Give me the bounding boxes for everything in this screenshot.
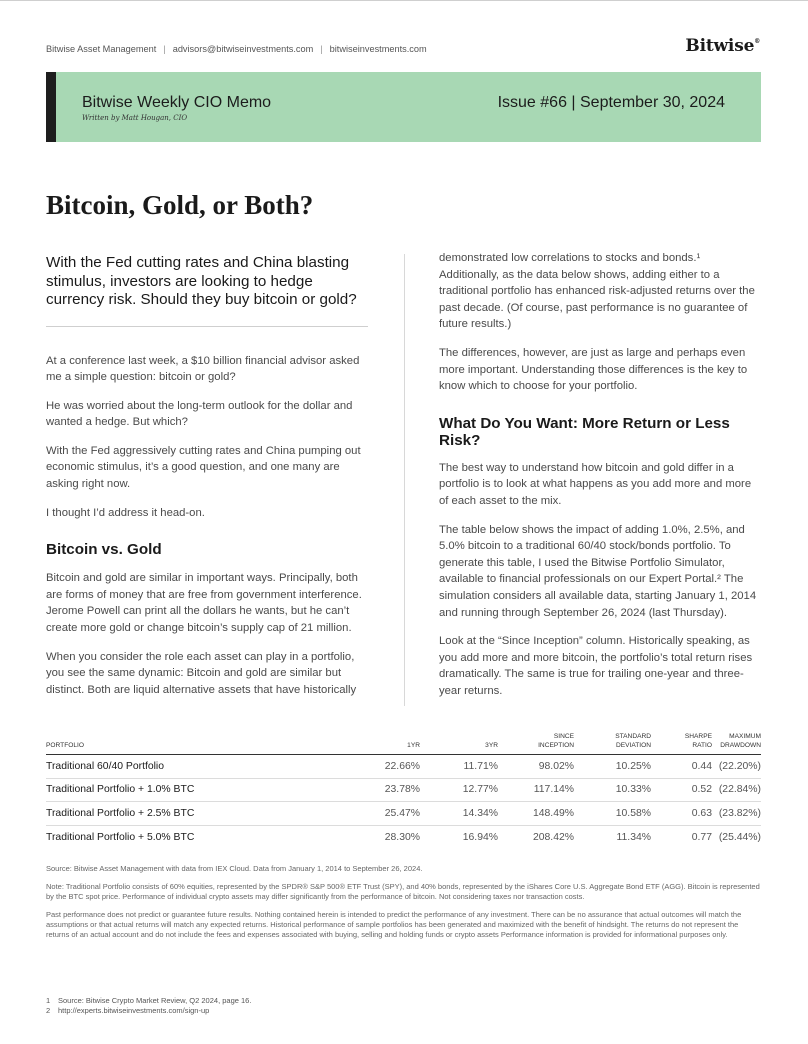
footnote — [46, 1006, 446, 1016]
col-header-3yr: 3YR — [420, 732, 498, 755]
footnote-number: 2 — [46, 1006, 51, 1015]
cell-sharpe-ratio: 0.63 — [651, 802, 712, 826]
banner-issue: Issue #66 | September 30, 2024 — [497, 94, 725, 111]
cell-3yr: 11.71% — [420, 755, 498, 779]
cell-sharpe-ratio: 0.44 — [651, 755, 712, 779]
col-header-standard-deviation: STANDARD DEVIATION — [574, 732, 651, 755]
cell-3yr: 14.34% — [420, 802, 498, 826]
header-site-link[interactable]: bitwiseinvestments.com — [329, 44, 427, 54]
cell-1yr: 22.66% — [256, 755, 420, 779]
cell-portfolio: Traditional Portfolio + 5.0% BTC — [46, 831, 195, 843]
cell-standard-deviation: 11.34% — [616, 831, 651, 843]
table-notes — [46, 864, 761, 948]
col-header-since-inception: SINCE INCEPTION — [498, 732, 574, 755]
cell-standard-deviation: 10.58% — [574, 802, 651, 826]
paragraph: Bitcoin and gold are similar in important ways. Principally, both are forms of money that are free from government interference. Jerome Powell can print all the dollars he wants, but he can’t create more gold or change bitcoin’s supply cap of 21 million. — [46, 572, 362, 635]
portfolio-note: Note: Traditional Portfolio consists of 60% equities, represented by the SPDR® S&P 500® ETF Trust (SPY), and 40% bonds, represented by the iShares Core U.S. Aggregate Bond ETF (AGG). Bitcoin is represented by the BTC spot price. Performance of individual crypto assets may differ significantly from the performance of bitcoin. Not considering taxes nor transaction costs. — [46, 882, 760, 901]
cell-max-drawdown: (22.20%) — [712, 755, 761, 779]
cell-since-inception: 98.02% — [498, 755, 574, 779]
cell-standard-deviation: 10.25% — [574, 755, 651, 779]
cell-1yr: 25.47% — [256, 802, 420, 826]
column-divider — [404, 254, 405, 706]
header-email-link[interactable]: advisors@bitwiseinvestments.com — [172, 44, 314, 54]
left-column — [46, 254, 368, 710]
col-header-1yr: 1YR — [256, 732, 420, 755]
footnote-text: Source: Bitwise Crypto Market Review, Q2 2024, page 16. — [58, 996, 252, 1005]
bitwise-logo — [685, 36, 760, 56]
footnote — [46, 996, 446, 1006]
banner-author: Written by Matt Hougan, CIO — [82, 114, 188, 122]
registered-mark-icon: ® — [754, 38, 760, 45]
table-row — [46, 755, 761, 779]
section-heading: What Do You Want: More Return or Less Risk? — [439, 414, 730, 449]
cell-portfolio: Traditional Portfolio + 1.0% BTC — [46, 778, 256, 802]
cell-max-drawdown: (25.44%) — [718, 831, 761, 843]
cell-1yr: 28.30% — [384, 831, 420, 843]
col-header-sharpe-ratio: SHARPE RATIO — [651, 732, 712, 755]
paragraph: I thought I’d address it head-on. — [46, 506, 205, 519]
table-row — [46, 778, 761, 802]
paragraph: demonstrated low correlations to stocks and bonds.¹ Additionally, as the data below shows, adding either to a traditional portfolio has enhanced risk-adjusted returns over the past decade. (Of course, past performance is no guarantee of future results.) — [439, 252, 755, 331]
footnotes — [46, 996, 446, 1016]
cell-sharpe-ratio: 0.52 — [651, 778, 712, 802]
col-header-portfolio: PORTFOLIO — [46, 732, 256, 755]
header-links — [46, 44, 427, 54]
top-border — [0, 0, 808, 1]
cell-since-inception: 208.42% — [532, 831, 574, 843]
paragraph: The differences, however, are just as large and perhaps even more important. Understanding those differences is the key to know which to choose for your portfolio. — [439, 346, 748, 393]
banner-title: Bitwise Weekly CIO Memo — [82, 94, 272, 111]
table-row — [46, 825, 761, 849]
paragraph: He was worried about the long-term outlook for the dollar and wanted a hedge. But which? — [46, 399, 353, 429]
article-title: Bitcoin, Gold, or Both? — [46, 190, 314, 220]
section-heading: Bitcoin vs. Gold — [46, 541, 162, 559]
cell-sharpe-ratio: 0.77 — [691, 831, 712, 843]
source-note: Source: Bitwise Asset Management with data from IEX Cloud. Data from January 1, 2014 to September 26, 2024. — [46, 864, 423, 873]
paragraph: When you consider the role each asset can play in a portfolio, you see the same dynamic: Bitcoin and gold are similar but distinct. Both are liquid alternative assets that have historically — [46, 650, 357, 696]
cell-since-inception: 148.49% — [498, 802, 574, 826]
lede-divider — [46, 326, 368, 327]
logo-text: Bitwise — [685, 36, 755, 56]
cell-1yr: 23.78% — [256, 778, 420, 802]
cell-standard-deviation: 10.33% — [574, 778, 651, 802]
cell-portfolio: Traditional Portfolio + 2.5% BTC — [46, 802, 256, 826]
cell-portfolio: Traditional 60/40 Portfolio — [46, 755, 256, 779]
portfolio-table — [46, 732, 761, 849]
memo-banner — [46, 72, 761, 142]
paragraph: At a conference last week, a $10 billion financial advisor asked me a simple question: bitcoin or gold? — [46, 354, 360, 384]
paragraph: The table below shows the impact of adding 1.0%, 2.5%, and 5.0% bitcoin to a traditional 60/40 stock/bonds portfolio. To generate this table, I used the Bitwise Portfolio Simulator, available to financial professionals on our Expert Portal.² The simulation considers all available data, starting January 1, 2014 and running through September 26, 2024 (last Thursday). — [439, 523, 757, 619]
article-lede: With the Fed cutting rates and China blasting stimulus, investors are looking to hedge currency risk. Should they buy bitcoin or gold? — [46, 254, 357, 308]
cell-max-drawdown: (23.82%) — [712, 802, 761, 826]
paragraph: The best way to understand how bitcoin and gold differ in a portfolio is to look at what happens as you add more and more of each asset to the mix. — [439, 461, 752, 507]
cell-3yr: 16.94% — [462, 831, 498, 843]
table-row — [46, 802, 761, 826]
right-column — [439, 250, 761, 711]
paragraph: With the Fed aggressively cutting rates and China pumping out economic stimulus, it’s a good question, and one many are asking right now. — [46, 444, 361, 491]
cell-3yr: 12.77% — [420, 778, 498, 802]
table-header-row — [46, 732, 761, 755]
cell-max-drawdown: (22.84%) — [712, 778, 761, 802]
footnote-link[interactable]: http://experts.bitwiseinvestments.com/sign-up — [58, 1006, 210, 1015]
header-org: Bitwise Asset Management — [46, 44, 157, 54]
paragraph: Look at the “Since Inception” column. Historically speaking, as you add more and more bitcoin, the portfolio’s total return rises dramatically. The same is true for trailing one-year and three-year returns. — [439, 635, 753, 697]
cell-since-inception: 117.14% — [498, 778, 574, 802]
header-separator: | — [320, 44, 323, 54]
header-separator: | — [163, 44, 166, 54]
col-header-maximum-drawdown: MAXIMUM DRAWDOWN — [712, 732, 761, 755]
footnote-number: 1 — [46, 996, 51, 1005]
disclaimer-note: Past performance does not predict or guarantee future results. Nothing contained herein is intended to predict the performance of any investment. There can be no assurance that actual outcomes will match the assumptions or that actual returns will match any expected returns. Historical performance of sample portfolios has been generated and maximized with the benefit of hindsight. The returns do not represent the returns of an actual account and do not include the fees and expenses associated with buying, selling and holding funds or crypto assets Performance information is provided for informational purposes only. — [46, 910, 742, 939]
